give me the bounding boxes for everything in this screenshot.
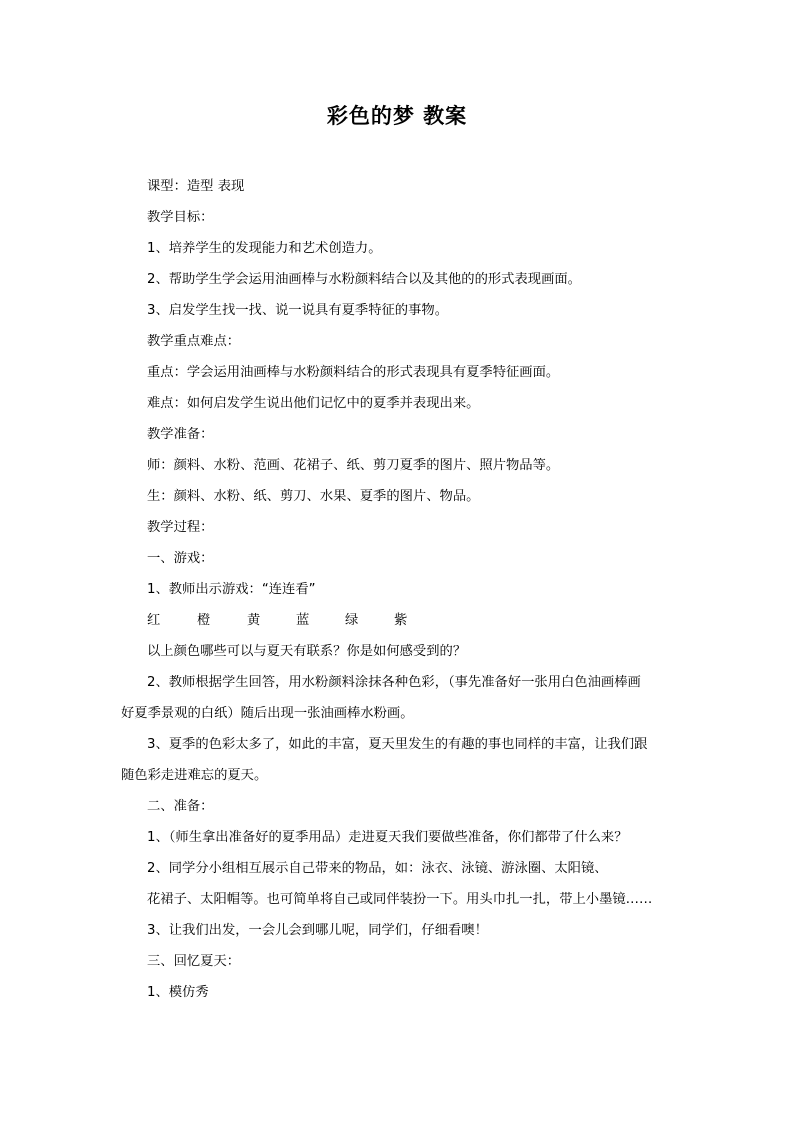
color-word: 紫 bbox=[394, 613, 408, 628]
subsection-heading-recall: 三、回忆夏天： bbox=[147, 954, 241, 969]
paragraph-line: 2、同学分小组相互展示自己带来的物品，如：泳衣、泳镜、游泳圈、太阳镜、 bbox=[147, 861, 608, 876]
color-word-row bbox=[147, 612, 447, 630]
paragraph-line: 3、让我们出发，一会儿会到哪儿呢，同学们，仔细看噢！ bbox=[147, 923, 488, 938]
paragraph-line: 2、教师根据学生回答，用水粉颜料涂抹各种色彩，（事先准备好一张用白色油画棒画 bbox=[147, 675, 641, 690]
paragraph-line: 1、（师生拿出准备好的夏季用品）走进夏天我们要做些准备，你们都带了什么来？ bbox=[147, 830, 628, 845]
color-word: 橙 bbox=[197, 613, 211, 628]
section-heading-preparation: 教学准备： bbox=[147, 427, 214, 442]
student-materials: 生：颜料、水粉、纸、剪刀、水果、夏季的图片、物品。 bbox=[147, 489, 480, 504]
subsection-heading-game: 一、游戏： bbox=[147, 551, 214, 566]
goal-item: 2、帮助学生学会运用油画棒与水粉颜料结合以及其他的的形式表现画面。 bbox=[147, 272, 581, 287]
paragraph-line: 好夏季景观的白纸）随后出现一张油画棒水粉画。 bbox=[121, 706, 414, 721]
keypoint-item: 重点：学会运用油画棒与水粉颜料结合的形式表现具有夏季特征画面。 bbox=[147, 365, 560, 380]
goal-item: 1、培养学生的发现能力和艺术创造力。 bbox=[147, 241, 382, 256]
color-word: 蓝 bbox=[296, 613, 310, 628]
paragraph-line: 花裙子、太阳帽等。也可简单将自己或同伴装扮一下。用头巾扎一扎，带上小墨镜…… bbox=[147, 892, 653, 907]
document-title: 彩色的梦 教案 bbox=[326, 103, 468, 128]
question-line: 以上颜色哪些可以与夏天有联系？你是如何感受到的？ bbox=[147, 644, 467, 659]
goal-item: 3、启发学生找一找、说一说具有夏季特征的事物。 bbox=[147, 303, 448, 318]
color-word: 红 bbox=[147, 613, 161, 628]
section-heading-goals: 教学目标： bbox=[147, 210, 214, 225]
game-item: 1、教师出示游戏：“连连看” bbox=[147, 582, 316, 597]
difficulty-item: 难点：如何启发学生说出他们记忆中的夏季并表现出来。 bbox=[147, 396, 480, 411]
paragraph-line: 随色彩走进难忘的夏天。 bbox=[121, 768, 268, 783]
color-word: 绿 bbox=[345, 613, 359, 628]
section-heading-process: 教学过程： bbox=[147, 520, 214, 535]
section-heading-keypoints: 教学重点难点： bbox=[147, 334, 241, 349]
subsection-heading-preparation: 二、准备： bbox=[147, 799, 214, 814]
color-word: 黄 bbox=[247, 613, 261, 628]
teacher-materials: 师：颜料、水粉、范画、花裙子、纸、剪刀夏季的图片、照片物品等。 bbox=[147, 458, 560, 473]
lesson-type: 课型：造型 表现 bbox=[147, 179, 245, 194]
paragraph-line: 3、夏季的色彩太多了，如此的丰富，夏天里发生的有趣的事也同样的丰富，让我们跟 bbox=[147, 737, 648, 752]
paragraph-line: 1、模仿秀 bbox=[147, 985, 209, 1000]
